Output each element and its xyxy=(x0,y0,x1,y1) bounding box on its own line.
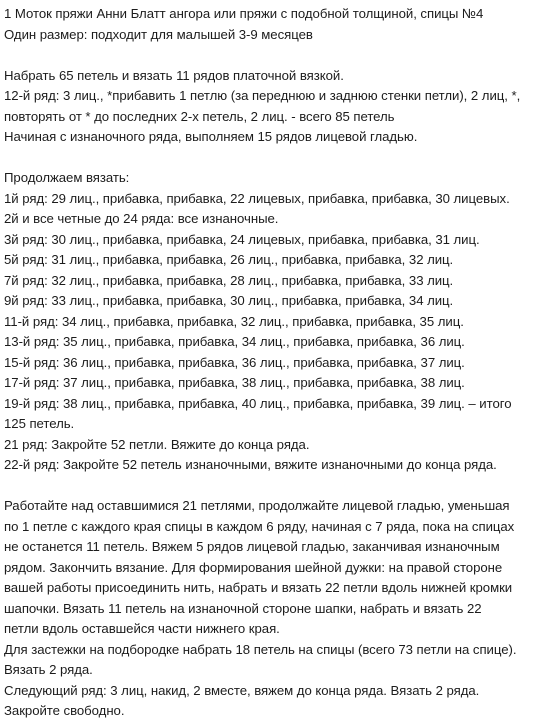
row-instruction: 5й ряд: 31 лиц., прибавка, прибавка, 26 лиц., прибавка, прибавка, 32 лиц. xyxy=(4,252,454,267)
intro-section xyxy=(4,4,550,45)
row-instruction: 3й ряд: 30 лиц., прибавка, прибавка, 24 лицевых, прибавка, прибавка, 31 лиц. xyxy=(4,231,480,247)
row-instruction: 9й ряд: 33 лиц., прибавка, прибавка, 30 лиц., прибавка, прибавка, 34 лиц. xyxy=(4,293,454,308)
size-line: Один размер: подходит для малышей 3-9 месяцев xyxy=(4,26,313,42)
cast-on-line: повторять от * до последних 2-х петель, 2 лиц. - всего 85 петель xyxy=(4,108,395,124)
row-instruction: 13-й ряд: 35 лиц., прибавка, прибавка, 34 лиц., прибавка, прибавка, 36 лиц. xyxy=(4,334,465,349)
cast-on-line: Начиная с изнаночного ряда, выполняем 15 рядов лицевой гладью. xyxy=(4,129,418,144)
finishing-line: Для застежки на подбородке набрать 18 петель на спицы (всего 73 петли на спице). xyxy=(4,641,517,657)
row-instruction: 1й ряд: 29 лиц., прибавка, прибавка, 22 лицевых, прибавка, прибавка, 30 лицевых. xyxy=(4,190,510,206)
materials-line: 1 Моток пряжи Анни Блатт ангора или пряжи с подобной толщиной, спицы №4 xyxy=(4,6,484,21)
finishing-section xyxy=(4,496,550,722)
paragraph-gap xyxy=(4,45,550,66)
rows-section xyxy=(4,168,550,476)
finishing-line: не останется 11 петель. Вяжем 5 рядов лицевой гладью, заканчивая изнаночным xyxy=(4,539,500,554)
row-instruction: 15-й ряд: 36 лиц., прибавка, прибавка, 36 лиц., прибавка, прибавка, 37 лиц. xyxy=(4,354,465,370)
row-instruction: 7й ряд: 32 лиц., прибавка, прибавка, 28 лиц., прибавка, прибавка, 33 лиц. xyxy=(4,272,454,288)
row-instruction: 21 ряд: Закройте 52 петли. Вяжите до конца ряда. xyxy=(4,436,310,452)
knitting-instructions-document xyxy=(4,4,550,722)
paragraph-gap xyxy=(4,476,550,497)
row-instruction: 125 петель. xyxy=(4,416,75,431)
row-instruction: 17-й ряд: 37 лиц., прибавка, прибавка, 38 лиц., прибавка, прибавка, 38 лиц. xyxy=(4,375,465,390)
finishing-line: рядом. Закончить вязание. Для формирования шейной дужки: на правой стороне xyxy=(4,559,503,575)
rows-heading: Продолжаем вязать: xyxy=(4,170,130,185)
row-instruction: 19-й ряд: 38 лиц., прибавка, прибавка, 40 лиц., прибавка, прибавка, 39 лиц. – итого xyxy=(4,395,512,411)
finishing-line: Следующий ряд: 3 лиц, накид, 2 вместе, вяжем до конца ряда. Вязать 2 ряда. xyxy=(4,682,480,698)
cast-on-line: Набрать 65 петель и вязать 11 рядов платочной вязкой. xyxy=(4,67,344,83)
finishing-line: Вязать 2 ряда. xyxy=(4,662,93,677)
finishing-line: Работайте над оставшимися 21 петлями, продолжайте лицевой гладью, уменьшая xyxy=(4,498,510,513)
cast-on-section xyxy=(4,66,550,148)
finishing-line: по 1 петле с каждого края спицы в каждом 6 ряду, начиная с 7 ряда, пока на спицах xyxy=(4,518,515,534)
paragraph-gap xyxy=(4,148,550,169)
finishing-line: петли вдоль оставшейся части нижнего края. xyxy=(4,621,280,636)
row-instruction: 22-й ряд: Закройте 52 петель изнаночными, вяжите изнаночными до конца ряда. xyxy=(4,457,497,472)
finishing-line: вашей работы присоединить нить, набрать и вязать 22 петли вдоль нижней кромки xyxy=(4,580,513,595)
row-instruction: 2й и все четные до 24 ряда: все изнаночные. xyxy=(4,211,279,226)
finishing-line: шапочки. Вязать 11 петель на изнаночной стороне шапки, набрать и вязать 22 xyxy=(4,600,482,616)
row-instruction: 11-й ряд: 34 лиц., прибавка, прибавка, 32 лиц., прибавка, прибавка, 35 лиц. xyxy=(4,313,464,329)
finishing-line: Закройте свободно. xyxy=(4,703,125,718)
cast-on-line: 12-й ряд: 3 лиц., *прибавить 1 петлю (за переднюю и заднюю стенки петли), 2 лиц, *, xyxy=(4,88,521,103)
